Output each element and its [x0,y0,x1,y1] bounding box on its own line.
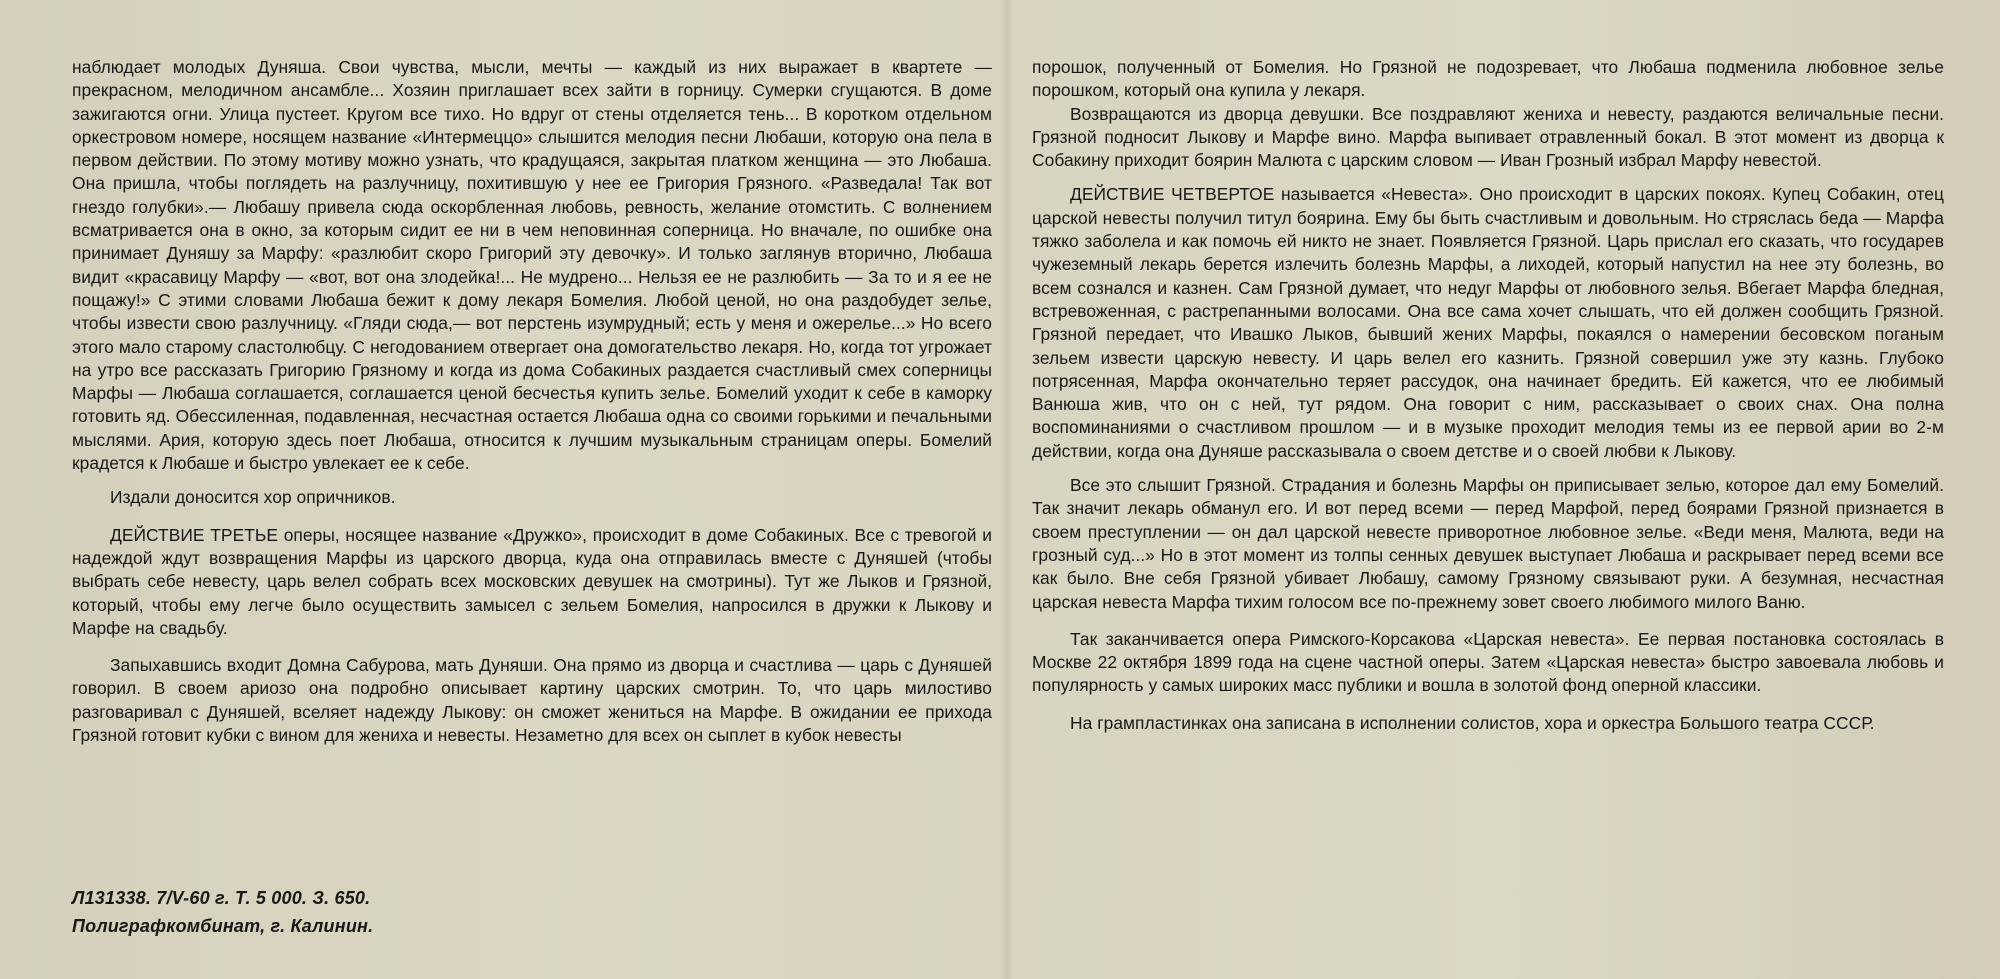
paragraph-right-2: Возвращаются из дворца девушки. Все поздравляют жениха и невесту, раздаются величальные песни. Грязной подносит Лыкову и Марфе вино. Марфа выпивает отравленный бокал. В этот момент из дворца к Собакину приходит боярин Малюта с царским словом — Иван Грозный избрал Марфу невестой. [1032,103,1944,171]
paragraph-right-3: ДЕЙСТВИЕ ЧЕТВЕРТОЕ называется «Невеста». Оно происходит в царских покоях. Купец Собакин, отец царской невесты получил титул боярина. Ему бы быть счастливым и довольным. Но стряслась беда — Марфа тяжко заболела и как помочь ей никто не знает. Появляется Грязной. Царь прислал его сказать, что государев чужеземный лекарь берется излечить болезнь Марфы, а лиходей, который напустил на нее эту болезнь, во всем сознался и казнен. Сам Грязной думает, что недуг Марфы от любовного зелья. Вбегает Марфа бледная, встревоженная, с растрепанными волосами. Она все сама хочет слышать, что ей должен сообщить Грязной. Грязной передает, что Ивашко Лыков, бывший жених Марфы, покаялся о намерении бесовском поганым зельем извести царскую невесту. И царь велел его казнить. Грязной совершил уже эту казнь. Глубоко потрясенная, Марфа окончательно теряет рассудок, она начинает бредить. Ей кажется, что ее любимый Ванюша жив, что он с ней, тут рядом. Она говорит с ним, рассказывает о своих снах. Она полна воспоминаниями о счастливом прошлом — и в музыке проходит мелодия темы из ее первой арии во 2-м действии, когда она Дуняше рассказывала о своем детстве и о своей любви к Лыкову. [1032,184,1944,461]
imprint-line-1: Л131338. 7/V-60 г. Т. 5 000. З. 650. [72,888,371,908]
paragraph-left-3: ДЕЙСТВИЕ ТРЕТЬЕ оперы, носящее название «Дружко», происходит в доме Собакиных. Все с тревогой и надеждой ждут возвращения Марфы из царского дворца, куда она отправилась вместе с Дуняшей (чтобы выбрать себе невесту, царь велел собрать всех московских девушек на смотрины). Тут же Лыков и Грязной, который, чтобы ему легче было осуществить замысел с зельем Бомелия, напросился в дружки к Лыкову и Марфе на свадьбу. [72,524,992,638]
paragraph-right-5: Так заканчивается опера Римского-Корсакова «Царская невеста». Ее первая постановка состоялась в Москве 22 октября 1899 года на сцене частной оперы. Затем «Царская невеста» быстро завоевала любовь и популярность у самых широких масс публики и вошла в золотой фонд оперной классики. [1032,628,1944,696]
paragraph-right-1: порошок, полученный от Бомелия. Но Грязной не подозревает, что Любаша подменила любовное зелье порошком, который она купила у лекаря. [1032,57,1944,101]
right-column [1032,56,1944,735]
paragraph-left-1: наблюдает молодых Дуняша. Свои чувства, мысли, мечты — каждый из них выражает в квартете — прекрасном, мелодичном ансамбле... Хозяин приглашает всех зайти в горницу. Сумерки сгущаются. В доме зажигаются огни. Улица пустеет. Кругом все тихо. Но вдруг от стены отделяется тень... В коротком отдельном оркестровом номере, носящем название «Интермеццо» слышится мелодия песни Любаши, которую она пела в первом действии. По этому мотиву можно узнать, что крадущаяся, закрытая платком женщина — это Любаша. Она пришла, чтобы поглядеть на разлучницу, похитившую у нее ее Григория Грязного. «Разведала! Так вот гнездо голубки».— Любашу привела сюда оскорбленная любовь, ревность, желание отомстить. С волнением всматривается она в окно, за которым сидит ее ни в чем неповинная соперница. Но вначале, по ошибке она принимает Дуняшу за Марфу: «разлюбит скоро Григорий эту девочку». И только заглянув вторично, Любаша видит «красавицу Марфу — «вот, вот она злодейка!... Не мудрено... Нельзя ее не разлюбить — За то и я ее не пощажу!» С этими словами Любаша бежит к дому лекаря Бомелия. Любой ценой, но она раздобудет зелье, чтобы извести свою разлучницу. «Гляди сюда,— вот перстень изумрудный; есть у меня и ожерелье...» Но всего этого мало старому сластолюбцу. С негодованием отвергает она домогательство лекаря. Но, когда тот угрожает на утро все рассказать Григорию Грязному и когда из дома Собакиных раздается счастливый смех соперницы Марфы — Любаша соглашается, соглашается ценой бесчестья купить зелье. Бомелий уходит к себе в каморку готовить яд. Обессиленная, подавленная, несчастная остается Любаша одна со своими горькими и печальными мыслями. Ария, которую здесь поет Любаша, относится к лучшим музыкальным страницам оперы. Бомелий крадется к Любаше и быстро увлекает ее к себе. [72,57,992,474]
paragraph-left-4: Запыхавшись входит Домна Сабурова, мать Дуняши. Она прямо из дворца и счастлива — царь с Дуняшей говорил. В своем ариозо она подробно описывает картину царских смотрин. То, что царь милостиво разговаривал с Дуняшей, вселяет надежду Лыкову: он сможет жениться на Марфе. В ожидании ее прихода Грязной готовит кубки с вином для жениха и невесты. Незаметно для всех он сыплет в кубок невесты [72,655,992,746]
paragraph-right-4: Все это слышит Грязной. Страдания и болезнь Марфы он приписывает зелью, которое дал ему Бомелий. Так значит лекарь обманул его. И вот перед всеми — перед Марфой, перед боярами Грязной признается в своем преступлении — он дал царской невесте приворотное любовное зелье. «Веди меня, Малюта, веди на грозный суд...» Но в этот момент из толпы сенных девушек выступает Любаша и раскрывает перед всеми все как было. Вне себя Грязной убивает Любашу, самому Грязному связывают руки. А безумная, несчастная царская невеста Марфа тихим голосом все по-прежнему зовет своего любимого милого Ваню. [1032,475,1944,612]
imprint-line-2: Полиграфкомбинат, г. Калинин. [72,916,374,936]
print-imprint [72,884,373,940]
paragraph-left-2: Издали доносится хор опричников. [110,487,396,508]
left-column [72,56,992,747]
paragraph-right-6: На грампластинках она записана в исполнении солистов, хора и оркестра Большого театра СССР. [1070,712,1875,733]
page-fold [1000,0,1014,979]
